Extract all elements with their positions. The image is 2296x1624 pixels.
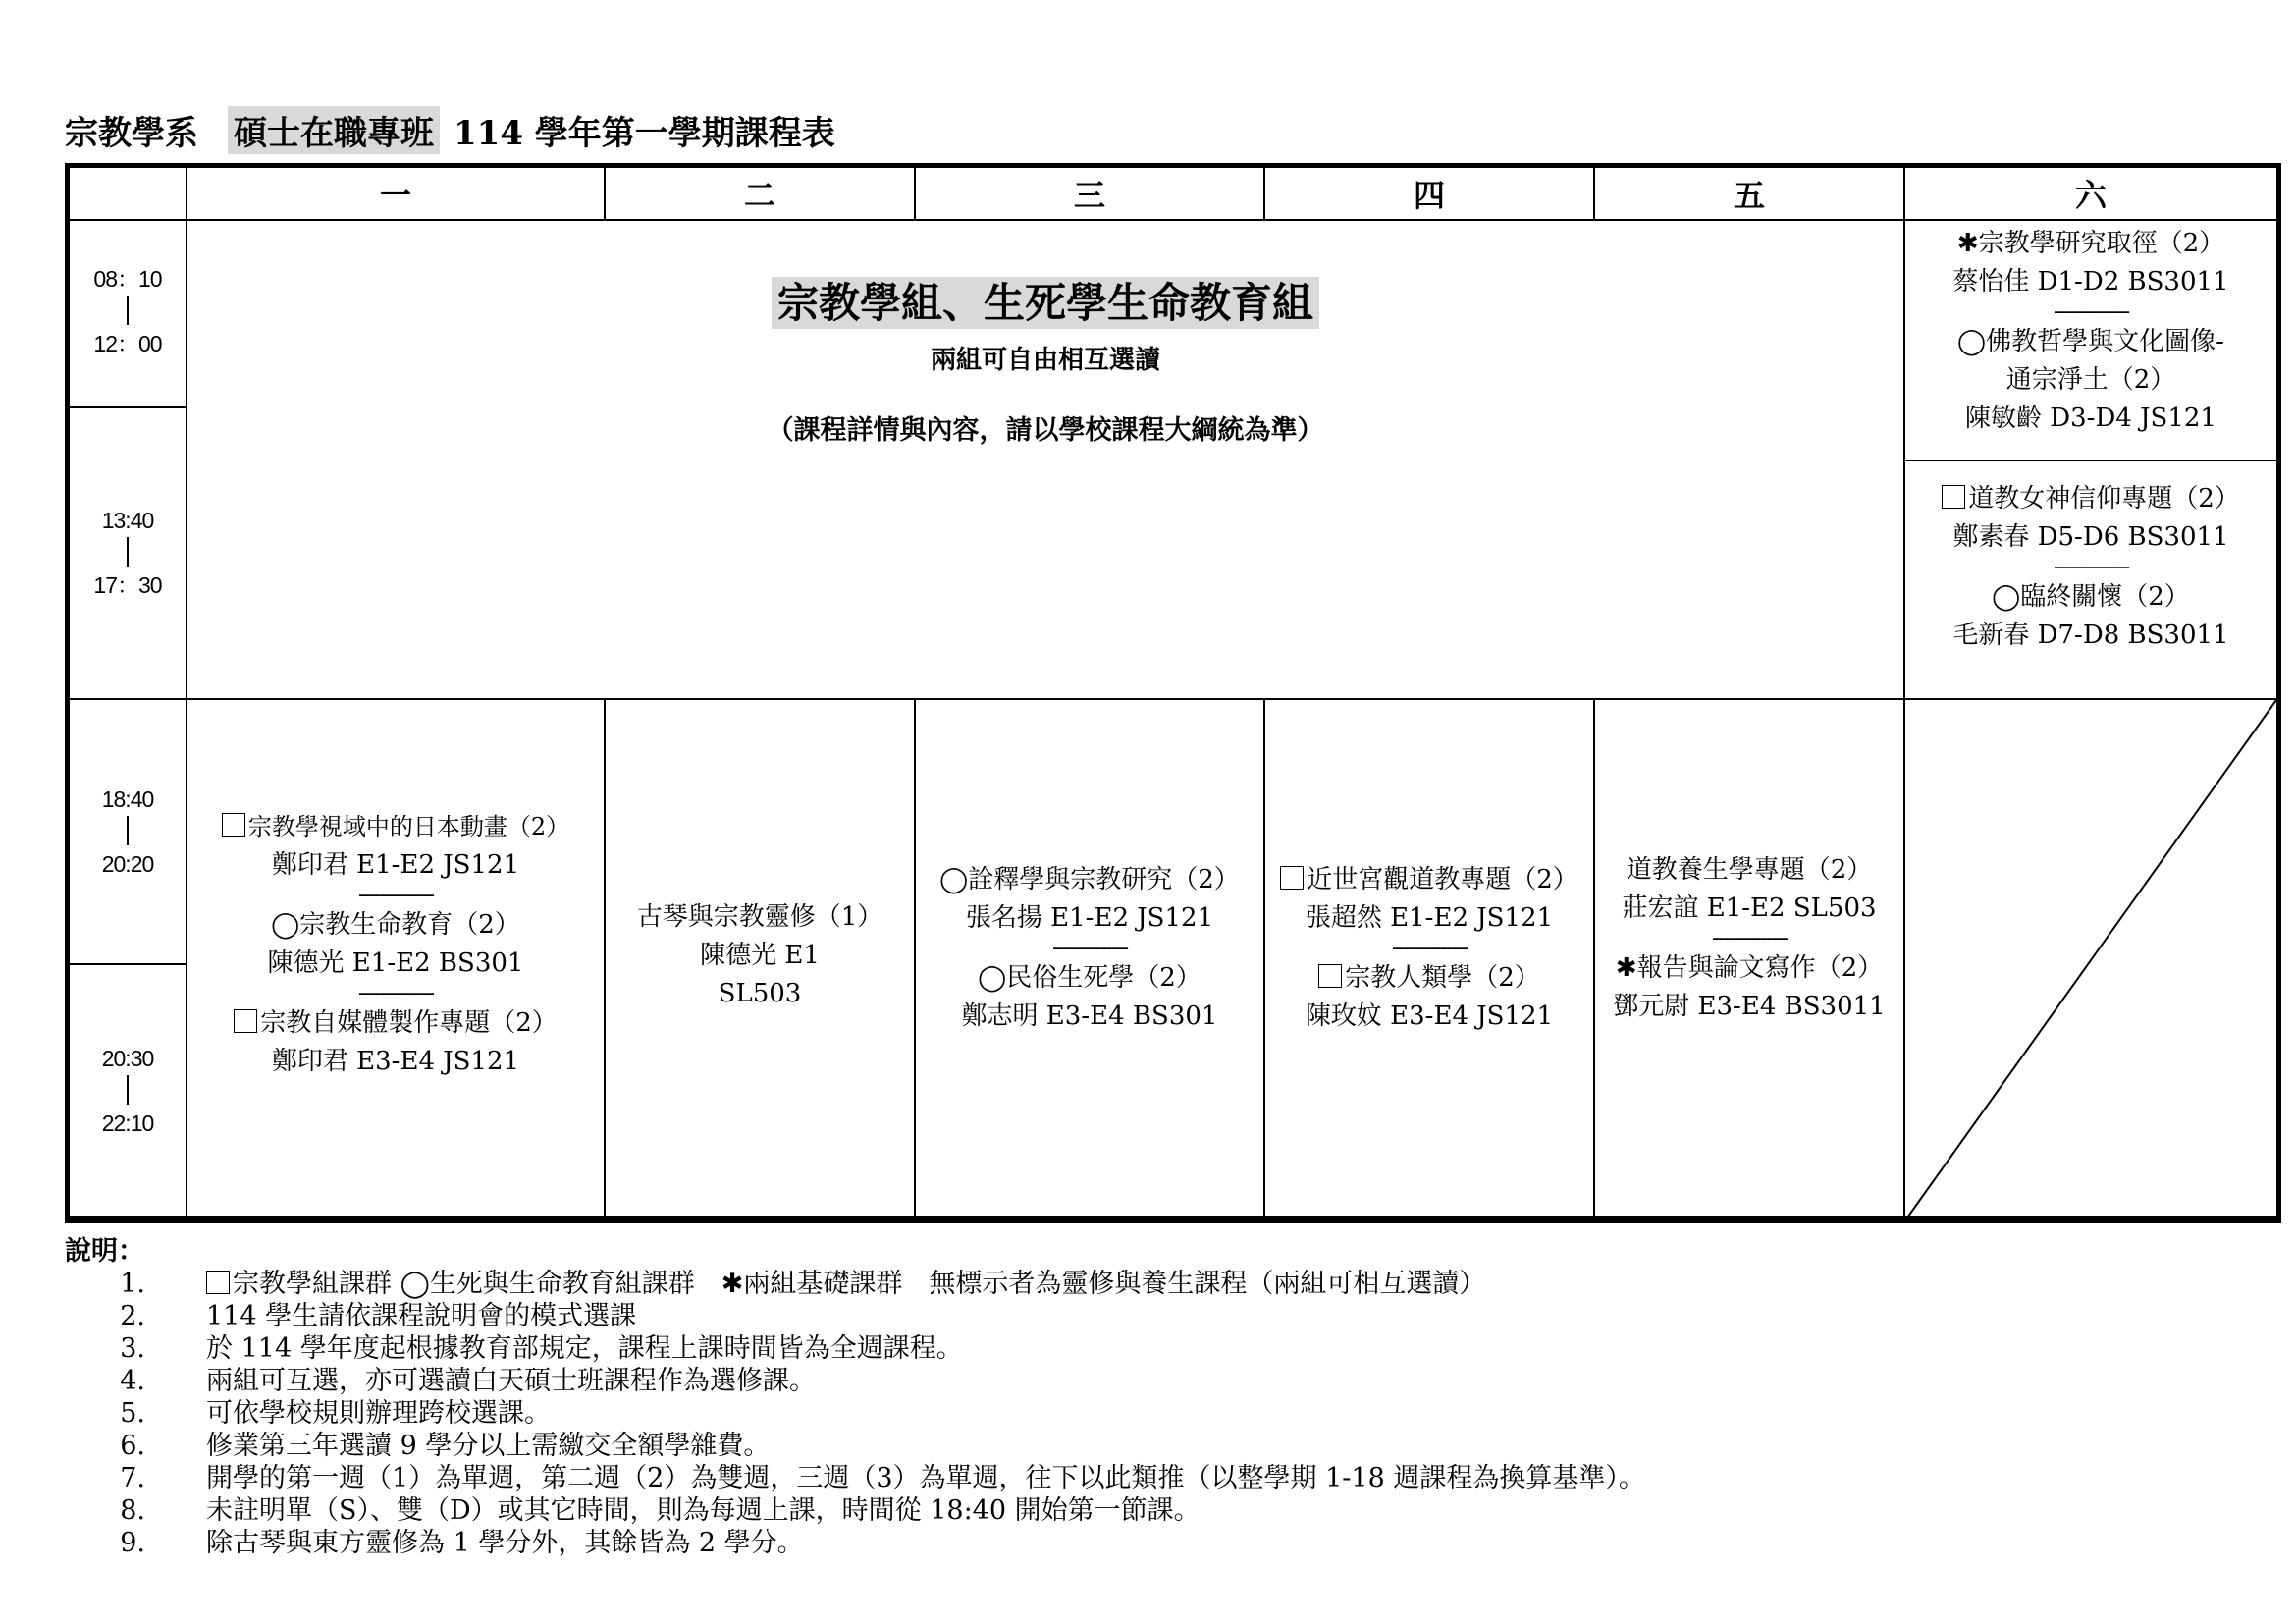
notes-section xyxy=(65,1235,1645,1559)
sat-morning-cell xyxy=(1905,225,2276,438)
time-bar xyxy=(127,816,129,845)
grid-line xyxy=(70,219,2276,221)
course-name: ◯詮釋學與宗教研究（2） xyxy=(939,865,1240,894)
note-text: 於 114 學年度起根據教育部規定，課程上課時間皆為全週課程。 xyxy=(206,1333,963,1364)
separator: -------------- xyxy=(357,981,434,1005)
course-name: 道教養生學專題（2） xyxy=(1626,855,1873,885)
note-text: 除古琴與東方靈修為 1 學分外，其餘皆為 2 學分。 xyxy=(206,1528,804,1558)
mon-evening-cell xyxy=(187,808,604,1081)
note-item xyxy=(65,1397,1645,1430)
fri-evening-cell xyxy=(1595,851,1903,1026)
note-item xyxy=(65,1332,1645,1365)
course-info: 陳德光 E1-E2 BS301 xyxy=(267,948,524,978)
square-icon xyxy=(1280,866,1304,890)
note-num: 5. xyxy=(120,1398,145,1429)
note-item xyxy=(65,1430,1645,1462)
notes-heading: 說明： xyxy=(65,1236,144,1267)
course-name: 宗教人類學（2） xyxy=(1345,963,1540,993)
square-icon xyxy=(1318,964,1342,988)
course-name: 宗教學視域中的日本動畫（2） xyxy=(247,813,570,840)
tue-evening-cell xyxy=(606,898,914,1013)
note-num: 6. xyxy=(120,1431,145,1461)
course-room: SL503 xyxy=(718,979,802,1008)
banner-subtitle: 兩組可自由相互選讀 xyxy=(930,346,1160,375)
note-text: 修業第三年選讀 9 學分以上需繳交全額學雜費。 xyxy=(206,1431,771,1461)
sat-afternoon-cell xyxy=(1905,480,2276,655)
note-text: 宗教學組課群 ◯生死與生命教育組課群 ✱兩組基礎課群 無標示者為靈修與養生課程（兩組可相互選讀） xyxy=(233,1269,1486,1299)
note-text: 未註明單（S）、雙（D）或其它時間，則為每週上課，時間從 18:40 開始第一節課。 xyxy=(206,1495,1201,1526)
course-name: ✱報告與論文寫作（2） xyxy=(1615,953,1884,983)
separator: -------------- xyxy=(2053,555,2129,579)
empty-cell-diagonal xyxy=(1905,700,2276,1220)
day-header-sat: 六 xyxy=(2074,177,2107,214)
time-start: 20:30 xyxy=(101,1046,154,1071)
time-end: 22:10 xyxy=(101,1110,154,1136)
grid-line xyxy=(70,963,186,965)
time-end: 17：30 xyxy=(93,572,162,598)
course-name: 近世宮觀道教專題（2） xyxy=(1307,865,1578,894)
time-start: 18:40 xyxy=(101,786,154,812)
course-name: ◯佛教哲學與文化圖像- xyxy=(1957,327,2224,356)
course-info: 陳玫妏 E3-E4 JS121 xyxy=(1305,1001,1554,1031)
time-evening-2 xyxy=(70,1044,186,1138)
note-item xyxy=(65,1462,1645,1494)
banner-note: （課程詳情與內容，請以學校課程大綱統為準） xyxy=(767,415,1324,446)
time-start: 08：10 xyxy=(93,266,162,292)
diagonal-line xyxy=(1905,700,2276,1220)
separator: -------------- xyxy=(357,883,434,907)
grid-line xyxy=(70,406,186,408)
note-text: 114 學生請依課程說明會的模式選課 xyxy=(206,1301,637,1331)
square-icon xyxy=(1942,485,1965,509)
day-header-thu: 四 xyxy=(1413,177,1445,214)
square-icon xyxy=(234,1009,257,1033)
course-info: 鄭印君 E1-E2 JS121 xyxy=(271,850,520,880)
title-term: 114 學年第一學期課程表 xyxy=(454,114,835,153)
note-item xyxy=(65,1527,1645,1559)
day-header-mon: 一 xyxy=(379,177,411,214)
note-item xyxy=(65,1300,1645,1332)
day-header-wed: 三 xyxy=(1073,177,1105,214)
course-name: ◯臨終關懷（2） xyxy=(1992,582,2190,612)
time-morning xyxy=(70,264,186,358)
square-icon xyxy=(206,1271,230,1294)
time-evening-1 xyxy=(70,785,186,879)
course-name: 古琴與宗教靈修（1） xyxy=(636,902,883,932)
title-dept: 宗教學系 xyxy=(65,114,198,153)
day-header-fri: 五 xyxy=(1733,177,1765,214)
banner-title: 宗教學組、生死學生命教育組 xyxy=(772,277,1319,329)
course-info: 鄭志明 E3-E4 BS301 xyxy=(961,1001,1218,1031)
separator: -------------- xyxy=(1711,926,1788,950)
separator: -------------- xyxy=(1391,936,1468,960)
course-info: 毛新春 D7-D8 BS3011 xyxy=(1952,621,2229,650)
thu-evening-cell xyxy=(1265,861,1593,1036)
note-item xyxy=(65,1268,1645,1300)
note-num: 4. xyxy=(120,1366,145,1396)
note-num: 8. xyxy=(120,1495,145,1526)
time-bar xyxy=(127,1075,129,1105)
time-bar xyxy=(127,537,129,567)
wed-evening-cell xyxy=(916,861,1263,1036)
note-num: 1. xyxy=(120,1269,145,1299)
note-text: 可依學校規則辦理跨校選課。 xyxy=(206,1398,551,1429)
time-end: 12：00 xyxy=(93,331,162,356)
course-info: 鄭印君 E3-E4 JS121 xyxy=(271,1047,520,1076)
course-info: 蔡怡佳 D1-D2 BS3011 xyxy=(1952,267,2229,297)
time-bar xyxy=(127,296,129,325)
note-text: 開學的第一週（1）為單週，第二週（2）為雙週，三週（3）為單週，往下以此類推（以整學期 1-18 週課程為換算基準）。 xyxy=(206,1463,1645,1493)
separator: -------------- xyxy=(1051,936,1128,960)
note-num: 2. xyxy=(120,1301,145,1331)
course-info: 張超然 E1-E2 JS121 xyxy=(1305,903,1554,933)
time-end: 20:20 xyxy=(101,851,154,877)
day-header-tue: 二 xyxy=(743,177,775,214)
time-start: 13:40 xyxy=(101,508,154,533)
separator: -------------- xyxy=(2053,299,2129,324)
grid-line xyxy=(1903,460,2276,461)
page-title xyxy=(65,106,835,154)
note-num: 7. xyxy=(120,1463,145,1493)
course-name: 道教女神信仰專題（2） xyxy=(1968,484,2240,514)
course-name: ◯宗教生命教育（2） xyxy=(271,910,520,940)
course-name: 宗教自媒體製作專題（2） xyxy=(260,1008,558,1038)
note-text: 兩組可互選，亦可選讀白天碩士班課程作為選修課。 xyxy=(206,1366,816,1396)
course-name: 通宗淨土（2） xyxy=(2005,365,2176,395)
note-num: 3. xyxy=(120,1333,145,1364)
course-info: 鄧元尉 E3-E4 BS3011 xyxy=(1613,992,1886,1021)
note-item xyxy=(65,1494,1645,1527)
note-item xyxy=(65,1365,1645,1397)
course-info: 陳德光 E1 xyxy=(700,941,820,970)
course-name: ✱宗教學研究取徑（2） xyxy=(1956,229,2225,258)
course-name: ◯民俗生死學（2） xyxy=(978,963,1201,993)
time-afternoon xyxy=(70,506,186,600)
schedule-table xyxy=(65,163,2281,1223)
course-info: 鄭素春 D5-D6 BS3011 xyxy=(1952,522,2229,552)
course-info: 張名揚 E1-E2 JS121 xyxy=(965,903,1214,933)
note-num: 9. xyxy=(120,1528,145,1558)
center-banner xyxy=(187,279,1903,453)
course-info: 陳敏齡 D3-D4 JS121 xyxy=(1965,404,2216,433)
course-info: 莊宏誼 E1-E2 SL503 xyxy=(1622,893,1877,923)
square-icon xyxy=(222,813,245,837)
title-program: 碩士在職專班 xyxy=(228,106,440,154)
